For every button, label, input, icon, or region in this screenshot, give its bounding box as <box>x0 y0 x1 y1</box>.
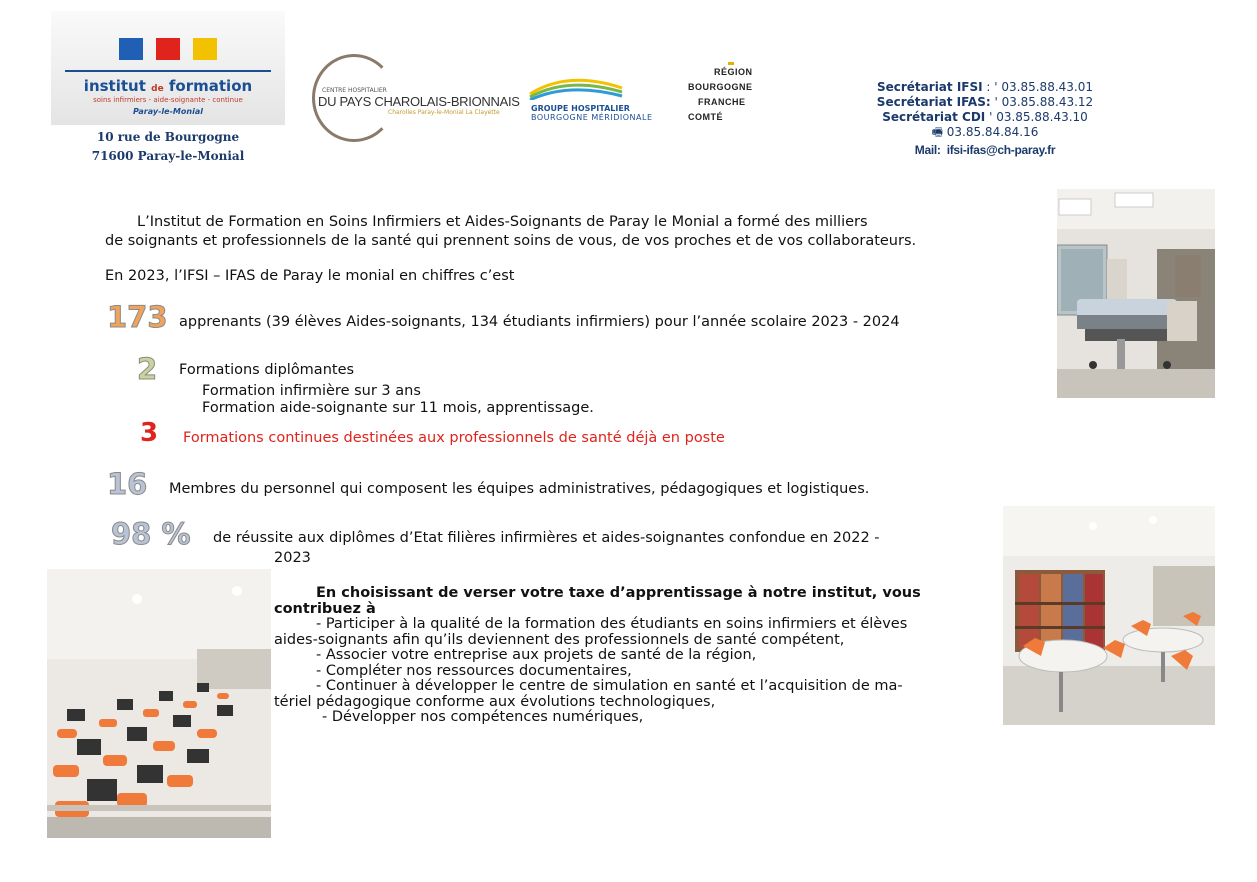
figure-173-text: apprenants (39 élèves Aides-soignants, 134 étudiants infirmiers) pour l’année scolaire 2023 - 2024 <box>179 314 900 330</box>
appeal-item-3: - Compléter nos ressources documentaires, <box>316 662 632 679</box>
figure-3-number: 3 <box>140 418 159 448</box>
logo-title <box>51 77 285 95</box>
logo-square-yellow <box>193 38 217 60</box>
contact-sep: : ' <box>982 80 1002 94</box>
gh-logo-waves <box>528 72 624 100</box>
logo-word-de: de <box>151 84 164 94</box>
appeal-heading-2: contribuez à <box>274 600 376 617</box>
appeal-block <box>274 586 1004 726</box>
region-line-1: RÉGION <box>714 67 753 77</box>
hospital-room-photo <box>1057 189 1215 398</box>
intro-line-3: En 2023, l’IFSI – IFAS de Paray le monial en chiffres c’est <box>105 268 515 284</box>
figure-16-number: 16 <box>107 467 148 501</box>
figure-2-sub-2: Formation aide-soignante sur 11 mois, apprentissage. <box>202 400 594 416</box>
appeal-item-1: - Participer à la qualité de la formation des étudiants en soins infirmiers et élèves <box>316 616 908 632</box>
contact-ifas <box>845 95 1125 110</box>
contact-sep: ' <box>985 110 997 124</box>
figure-2-text: Formations diplômantes <box>179 362 355 378</box>
figure-98-text-2: 2023 <box>274 550 311 566</box>
figure-173-number: 173 <box>107 300 168 334</box>
figure-3-text: Formations continues destinées aux professionnels de santé déjà en poste <box>183 430 725 446</box>
appeal-item-1-cont: aides-soignants afin qu’ils deviennent des professionnels de santé compétent, <box>274 631 845 648</box>
contact-label: Secrétariat CDI <box>882 110 986 124</box>
logo-word-formation: formation <box>168 77 253 95</box>
contact-value: 03.85.88.43.01 <box>1001 80 1093 94</box>
fax-icon: 🖷 <box>931 125 943 139</box>
ch-logo-name: DU PAYS CHAROLAIS-BRIONNAIS <box>318 94 520 109</box>
contact-label: Secrétariat IFSI <box>876 80 983 94</box>
ch-logo-sub: Charolles Paray-le-Monial La Clayette <box>388 109 500 116</box>
region-line-3: FRANCHE <box>698 97 746 107</box>
appeal-item-5: - Développer nos compétences numériques, <box>322 709 644 725</box>
intro-line-2: de soignants et professionnels de la santé qui prennent soins de vous, de vos proches et de vos collaborateurs. <box>105 233 917 249</box>
ifsi-logo <box>51 11 285 125</box>
ch-logo-small: CENTRE HOSPITALIER <box>322 87 387 94</box>
mail-link[interactable]: ifsi-ifas@ch-paray.fr <box>946 143 1056 157</box>
contact-cdi <box>845 110 1125 125</box>
appeal-heading-1: En choisissant de verser votre taxe d’apprentissage à notre institut, vous <box>316 585 921 601</box>
figure-2-sub-1: Formation infirmière sur 3 ans <box>202 383 421 399</box>
computer-room-photo <box>47 569 271 838</box>
figure-2-number: 2 <box>137 352 158 386</box>
logo-subtitle: soins infirmiers - aide-soignante - continue <box>93 96 243 104</box>
logo-city: Paray-le-Monial <box>133 107 203 116</box>
appeal-item-2: - Associer votre entreprise aux projets de santé de la région, <box>316 647 757 663</box>
address-line-1: 10 rue de Bourgogne <box>96 130 240 144</box>
contact-value: 03.85.88.43.10 <box>996 110 1088 124</box>
figure-98-number: 98 % <box>111 517 191 551</box>
gh-logo-line2: BOURGOGNE MÉRIDIONALE <box>531 113 653 122</box>
figure-98-text: de réussite aux diplômes d’Etat filières infirmières et aides-soignantes confondue en 2022 - <box>213 530 880 546</box>
gh-logo-line1: GROUPE HOSPITALIER <box>531 104 630 113</box>
logo-square-blue <box>119 38 143 60</box>
figure-16-text: Membres du personnel qui composent les équipes administratives, pédagogiques et logistiques. <box>169 481 870 497</box>
contact-block <box>845 80 1125 140</box>
logo-divider <box>65 70 271 72</box>
contact-ifsi <box>845 80 1125 95</box>
fax-value: 03.85.84.84.16 <box>946 125 1039 139</box>
logo-square-red <box>156 38 180 60</box>
region-logo <box>688 65 753 125</box>
contact-label: Secrétariat IFAS: <box>876 95 991 109</box>
mail-label: Mail: <box>914 143 941 157</box>
region-line-2: BOURGOGNE <box>688 82 753 92</box>
appeal-item-4-cont: tériel pédagogique conforme aux évolutions technologiques, <box>274 693 716 710</box>
address-line-2: 71600 Paray-le-Monial <box>91 149 245 163</box>
logo-word-institut: institut <box>83 77 146 95</box>
library-photo <box>1003 506 1215 725</box>
contact-fax <box>845 125 1125 140</box>
region-line-4: COMTÉ <box>688 112 723 122</box>
appeal-item-4: - Continuer à développer le centre de simulation en santé et l’acquisition de ma- <box>316 678 903 694</box>
contact-sep: ' <box>990 95 1002 109</box>
intro-line-1: L’Institut de Formation en Soins Infirmiers et Aides-Soignants de Paray le Monial a formé des milliers <box>137 214 868 230</box>
contact-value: 03.85.88.43.12 <box>1001 95 1094 109</box>
mail-line <box>845 143 1125 157</box>
